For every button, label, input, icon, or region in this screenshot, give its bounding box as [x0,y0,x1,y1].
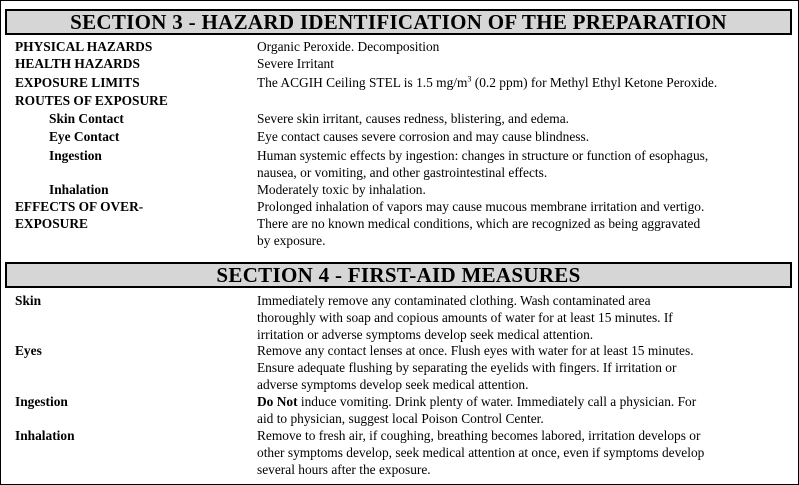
value-overexposure-line3: by exposure. [257,233,326,248]
value-ingestion-first-aid-line1: Do Not induce vomiting. Drink plenty of water. Immediately call a physician. For [257,394,697,409]
value-skin-first-aid-line2: thoroughly with soap and copious amounts of water for at least 15 minutes. If [257,310,673,325]
label-eye-contact: Eye Contact [49,129,120,144]
value-exposure-limits: The ACGIH Ceiling STEL is 1.5 $mg/m^3$ (0.2 ppm) for Methyl Ethyl Ketone Peroxide. [257,74,718,90]
value-inhalation-first-aid-line3: several hours after the exposure. [257,462,431,477]
label-routes-of-exposure: ROUTES OF EXPOSURE [15,93,168,108]
section-3-header: SECTION 3 - HAZARD IDENTIFICATION OF THE PREPARATION [5,9,792,35]
label-eyes-first-aid: Eyes [15,343,42,358]
label-inhalation-first-aid: Inhalation [15,428,75,443]
value-inhalation-first-aid-line1: Remove to fresh air, if coughing, breathing becomes labored, irritation develops or [257,428,701,443]
label-inhalation-s3: Inhalation [49,182,109,197]
value-ingestion-s3-line1: Human systemic effects by ingestion: changes in structure or function of esophagus, [257,148,709,163]
value-physical-hazards: Organic Peroxide. Decomposition [257,39,440,54]
section-4-header: SECTION 4 - FIRST-AID MEASURES [5,262,792,288]
value-eyes-first-aid-line1: Remove any contact lenses at once. Flush eyes with water for at least 15 minutes. [257,343,694,358]
label-effects-of-overexposure: EFFECTS OF OVER- EXPOSURE [15,199,144,231]
value-skin-first-aid-line3: irritation or adverse symptoms develop seek medical attention. [257,327,594,342]
value-health-hazards: Severe Irritant [257,56,334,71]
value-ingestion-first-aid-line2: aid to physician, suggest local Poison Control Center. [257,411,544,426]
value-eyes-first-aid-line3: adverse symptoms develop seek medical attention. [257,377,529,392]
value-inhalation-s3: Moderately toxic by inhalation. [257,182,426,197]
label-health-hazards: HEALTH HAZARDS [15,56,140,71]
value-ingestion-s3-line2: nausea, or vomiting, and other gastrointestinal effects. [257,165,548,180]
label-skin-first-aid: Skin [15,293,42,308]
label-exposure-limits: EXPOSURE LIMITS [15,75,140,90]
value-skin-contact: Severe skin irritant, causes redness, blistering, and edema. [257,111,569,126]
label-ingestion-first-aid: Ingestion [15,394,68,409]
value-eye-contact: Eye contact causes severe corrosion and may cause blindness. [257,129,590,144]
value-inhalation-first-aid-line2: other symptoms develop, seek medical attention at once, even if symptoms develop [257,445,705,460]
label-ingestion-s3: Ingestion [49,148,102,163]
do-not-emphasis: Do Not [257,394,298,409]
label-physical-hazards: PHYSICAL HAZARDS [15,39,153,54]
label-skin-contact: Skin Contact [49,111,124,126]
value-eyes-first-aid-line2: Ensure adequate flushing by separating the eyelids with fingers. If irritation or [257,360,677,375]
value-skin-first-aid-line1: Immediately remove any contaminated clothing. Wash contaminated area [257,293,651,308]
value-overexposure-line1: Prolonged inhalation of vapors may cause mucous membrane irritation and vertigo. [257,199,705,214]
value-overexposure-line2: There are no known medical conditions, which are recognized as being aggravated [257,216,701,231]
